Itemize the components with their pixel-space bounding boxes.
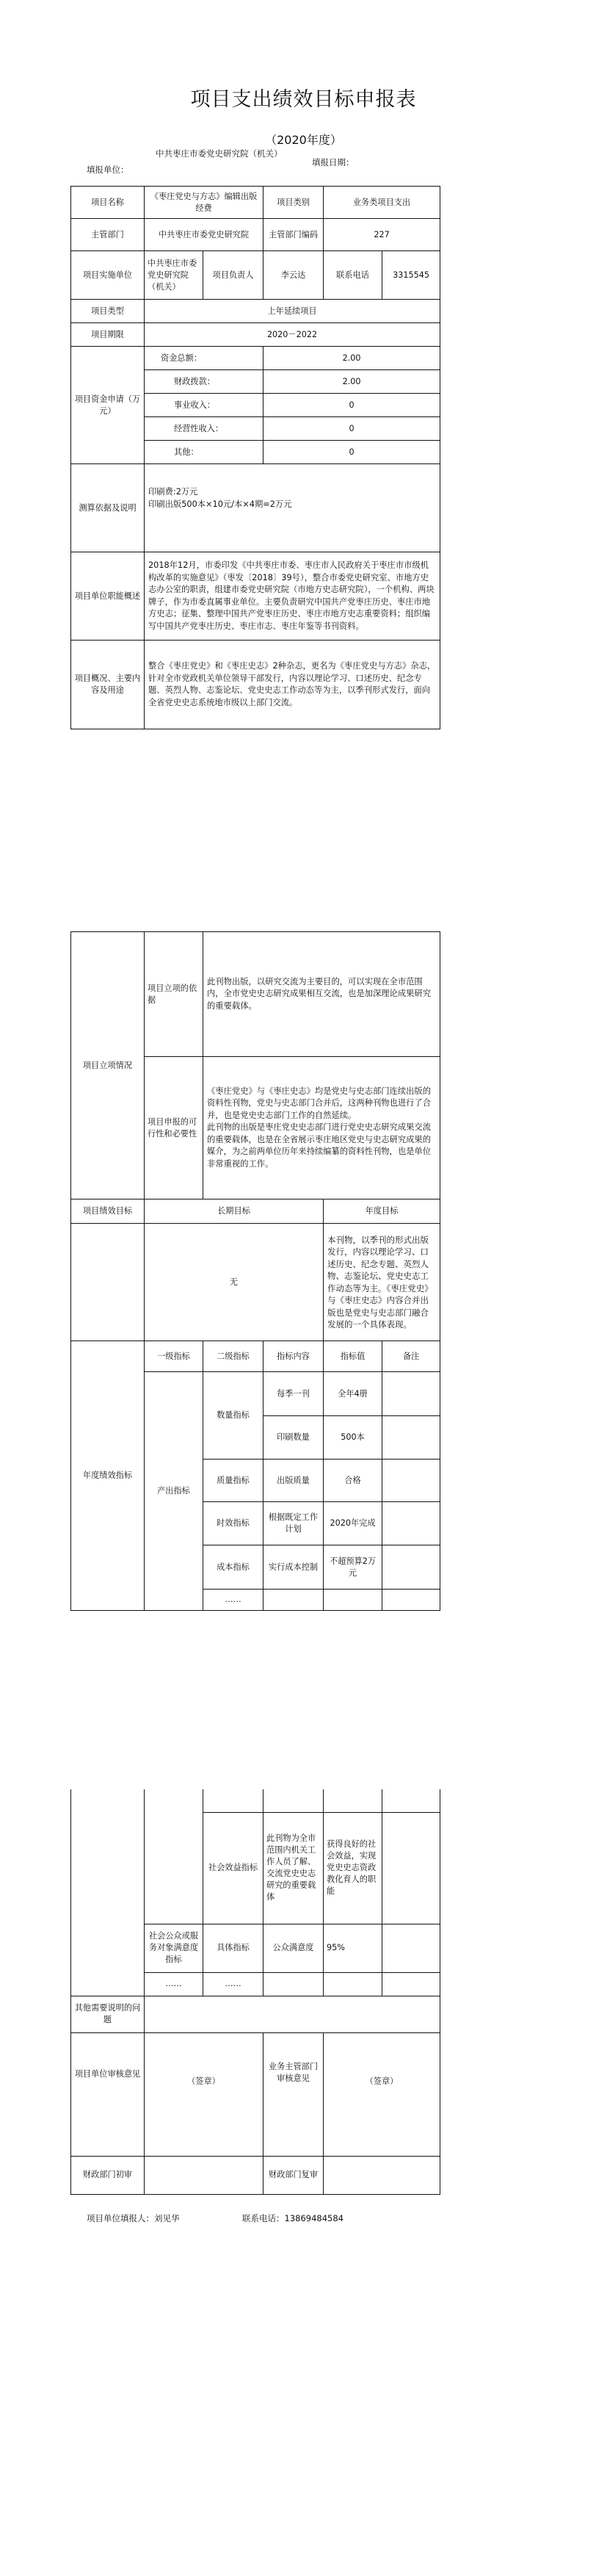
- ellipsis-cell: ……: [203, 1590, 263, 1611]
- indicators-label: 年度绩效指标: [71, 1341, 145, 1611]
- approval-goals-table: [70, 931, 440, 1611]
- social-benefit-value: 获得良好的社会效益，实现党史史志资政教化育人的职能: [324, 1812, 382, 1924]
- funds-row-value: 0: [263, 417, 440, 441]
- finance-first-review-label: 财政部门初审: [71, 2156, 145, 2194]
- dept-review-signature: （签章）: [324, 2032, 440, 2156]
- finance-second-review-value: [324, 2156, 440, 2194]
- funds-row-value: 0: [263, 441, 440, 464]
- indicator-content: 根据既定工作计划: [263, 1502, 324, 1545]
- indicator-value: 2020年完成: [324, 1502, 382, 1545]
- annual-goal-header: 年度目标: [324, 1199, 440, 1224]
- indicator-header: 指标内容: [263, 1341, 324, 1372]
- quality-indicator-label: 质量指标: [203, 1460, 263, 1502]
- project-name-value: 《枣庄党史与方志》编辑出版经费: [145, 187, 263, 219]
- indicator-cell: [263, 1972, 324, 1996]
- fill-unit-label: 填报单位：: [87, 165, 129, 175]
- project-period-label: 项目期限: [71, 323, 145, 347]
- phone-label: 联系电话: [324, 251, 382, 300]
- basis-label: 测算依据及说明: [71, 464, 145, 552]
- indicator-content: 实行成本控制: [263, 1545, 324, 1590]
- indicator-cell: [324, 1972, 382, 1996]
- indicator-remark: [382, 1460, 440, 1502]
- indicator-header: 备注: [382, 1341, 440, 1372]
- social-benefit-label: 社会效益指标: [203, 1812, 263, 1924]
- funds-row-value: 2.00: [263, 370, 440, 394]
- indicator-header: 指标值: [324, 1341, 382, 1372]
- funds-row-label: 其他：: [145, 441, 263, 464]
- indicator-value: 500本: [324, 1416, 382, 1460]
- quantity-indicator-label: 数量指标: [203, 1372, 263, 1460]
- indicator-remark: [382, 1590, 440, 1611]
- project-name-label: 项目名称: [71, 187, 145, 219]
- goals-label: 项目绩效目标: [71, 1199, 145, 1224]
- funds-row-value: 0: [263, 394, 440, 417]
- ellipsis-cell: ……: [145, 1972, 203, 1996]
- satisfaction-label: 社会公众或服务对象满意度指标: [145, 1924, 203, 1972]
- indicator-remark: [382, 1372, 440, 1416]
- basic-info-table: [70, 186, 440, 729]
- indicator-content: 出版质量: [263, 1460, 324, 1502]
- feasibility-label: 项目申报的可行性和必要性: [145, 1057, 203, 1199]
- filler-phone: 联系电话：13869484584: [242, 2213, 344, 2223]
- indicator-cell: [263, 1789, 324, 1812]
- approval-label: 项目立项情况: [71, 932, 145, 1199]
- dept-label: 主管部门: [71, 219, 145, 251]
- indicator-remark: [382, 1812, 440, 1924]
- funds-row-label: 资金总额：: [145, 347, 263, 370]
- finance-second-review-label: 财政部门复审: [263, 2156, 324, 2194]
- funds-row-label: 事业收入：: [145, 394, 263, 417]
- leader-value: 李云达: [263, 251, 324, 300]
- leader-label: 项目负责人: [203, 251, 263, 300]
- funds-label: 项目资金申请（万元）: [71, 347, 145, 464]
- indicator-content: 印刷数量: [263, 1416, 324, 1460]
- indicator-value: 不超预算2万元: [324, 1545, 382, 1590]
- indicator-cell: [203, 1789, 263, 1812]
- satisfaction-value: 95%: [324, 1924, 382, 1972]
- indicator-cell: [382, 1972, 440, 1996]
- basis-text: 印刷费:2万元 印刷出版500本×10元/本×4期=2万元: [145, 464, 440, 552]
- funds-row-label: 经营性收入：: [145, 417, 263, 441]
- indicator-remark: [382, 1502, 440, 1545]
- function-label: 项目单位职能概述: [71, 552, 145, 641]
- impl-unit-value: 中共枣庄市委党史研究院（机关）: [145, 251, 203, 300]
- other-issues-value: [145, 1996, 440, 2032]
- feasibility-text: 《枣庄党史》与《枣庄史志》均是党史与史志部门连续出版的资料性刊物，党史与史志部门合并后，这两种刊物也进行了合并，也是党史史志部门工作的自然延续。 此刊物的出版是枣庄党史史志部门进行党史史志研究成果交流的重要载体，也是在全省展示枣庄地区党史与史志研究成果的媒介，为之前两单位历年来持续编纂的资料性刊物，也是单位非常重视的工作。: [203, 1057, 440, 1199]
- unit-review-label: 项目单位审核意见: [71, 2032, 145, 2156]
- dept-code-label: 主管部门编码: [263, 219, 324, 251]
- unit-review-signature: （签章）: [145, 2032, 263, 2156]
- indicator-remark: [382, 1416, 440, 1460]
- indicator-header: 二级指标: [203, 1341, 263, 1372]
- impl-unit-label: 项目实施单位: [71, 251, 145, 300]
- funds-row-label: 财政拨款：: [145, 370, 263, 394]
- project-category-label: 项目类别: [263, 187, 324, 219]
- goals-empty-cell: [71, 1224, 145, 1341]
- indicator-remark: [382, 1924, 440, 1972]
- project-type-label: 项目类型: [71, 300, 145, 323]
- approval-basis-label: 项目立项的依据: [145, 932, 203, 1057]
- cost-indicator-label: 成本指标: [203, 1545, 263, 1590]
- indicator-cell: [382, 1789, 440, 1812]
- indicator-content: 每季一刊: [263, 1372, 324, 1416]
- time-indicator-label: 时效指标: [203, 1502, 263, 1545]
- indicator-cell: [324, 1789, 382, 1812]
- overview-label: 项目概况、主要内容及用途: [71, 641, 145, 729]
- project-type-value: 上年延续项目: [145, 300, 440, 323]
- dept-code-value: 227: [324, 219, 440, 251]
- finance-first-review-value: [145, 2156, 263, 2194]
- page-title: 项目支出绩效目标申报表: [190, 88, 417, 111]
- annual-goal-value: 本刊物，以季刊的形式出版发行，内容以理论学习、口述历史、纪念专题、英烈人物、志鉴论坛、党史史志工作动态等为主。《枣庄党史》与《枣庄史志》内容合并出版也是党史与史志部门融合发展的一个具体表现。: [324, 1224, 440, 1341]
- social-benefit-content: 此刊物为全市范围内机关工作人员了解、交流党史史志研究的重要载体: [263, 1812, 324, 1924]
- ellipsis-cell: ……: [203, 1972, 263, 1996]
- long-term-goal-header: 长期目标: [145, 1199, 324, 1224]
- indicator-remark: [382, 1545, 440, 1590]
- indicators-continued-cell: [71, 1789, 145, 1996]
- dept-value: 中共枣庄市委党史研究院: [145, 219, 263, 251]
- project-category-value: 业务类项目支出: [324, 187, 440, 219]
- phone-value: 3315545: [382, 251, 440, 300]
- report-year: （2020年度）: [265, 133, 342, 147]
- satisfaction-sub-label: 具体指标: [203, 1924, 263, 1972]
- satisfaction-content: 公众满意度: [263, 1924, 324, 1972]
- approval-basis-text: 此刊物出版，以研究交流为主要目的，可以实现在全市范围内，全市党史史志研究成果相互交流，也是加深理论成果研究的重要载体。: [203, 932, 440, 1057]
- benefits-review-table: [70, 1789, 440, 2195]
- fill-date-label: 填报日期：: [312, 157, 355, 167]
- indicator-value: 合格: [324, 1460, 382, 1502]
- indicator-header: 一级指标: [145, 1341, 203, 1372]
- indicator-value: [324, 1590, 382, 1611]
- filler-name: 项目单位填报人：刘见华: [87, 2213, 180, 2223]
- function-text: 2018年12月，市委印发《中共枣庄市委、枣庄市人民政府关于枣庄市市级机构改革的实施意见》（枣发〔2018〕39号），整合市委党史研究室、市地方史志办公室的职责，组建市委党史研究院（市地方史志研究院），一个机构、两块牌子，作为市委直属事业单位。主要负责研究中国共产党枣庄历史、枣庄市地方史志；征集、整理中国共产党枣庄历史、枣庄市地方史志重要资料；组织编写中国共产党枣庄历史、枣庄市志、枣庄年鉴等书刊资料。: [145, 552, 440, 641]
- fill-unit-value: 中共枣庄市委党史研究院（机关）: [156, 148, 283, 159]
- indicator-content: [263, 1590, 324, 1611]
- other-issues-label: 其他需要说明的问题: [71, 1996, 145, 2032]
- dept-review-label: 业务主管部门审核意见: [263, 2032, 324, 2156]
- benefit-indicator-cell: [145, 1789, 203, 1924]
- funds-row-value: 2.00: [263, 347, 440, 370]
- project-period-value: 2020－2022: [145, 323, 440, 347]
- overview-text: 整合《枣庄党史》和《枣庄史志》2种杂志，更名为《枣庄党史与方志》杂志，针对全市党政机关单位领导干部发行，内容以理论学习、口述历史、纪念专题、英烈人物、志鉴论坛、党史史志工作动态等为主，以季刊形式发行，面向全省党史史志系统地市级以上部门交流。: [145, 641, 440, 729]
- long-term-goal-value: 无: [145, 1224, 324, 1341]
- output-indicator-label: 产出指标: [145, 1372, 203, 1611]
- indicator-value: 全年4册: [324, 1372, 382, 1416]
